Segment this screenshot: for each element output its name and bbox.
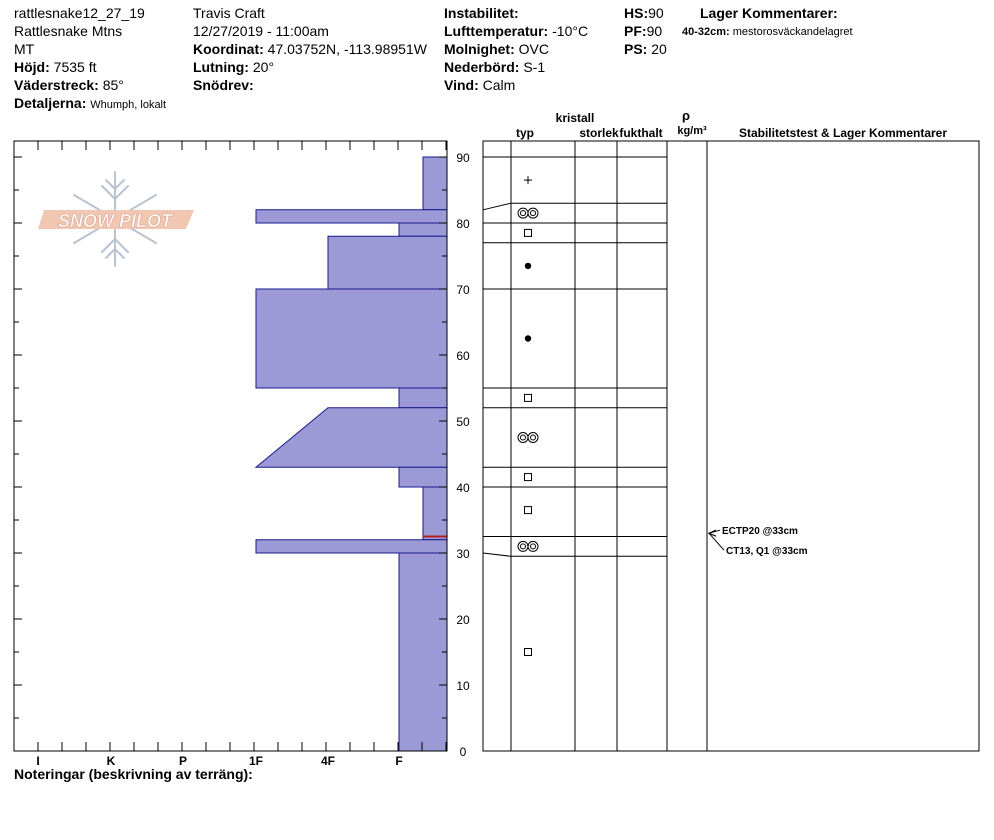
elevation-value: 7535 ft: [53, 59, 97, 75]
inner-ring: [531, 435, 536, 440]
header-storlek: storlek: [579, 126, 619, 140]
elevation-label: Höjd:: [14, 59, 50, 75]
wind-loading-label: Snödrev:: [193, 77, 254, 93]
snowpilot-logo: [38, 172, 194, 266]
height-tick-label: 50: [456, 415, 470, 429]
logo-text: SNOW PILOT: [58, 211, 172, 231]
crystal-square-icon: [525, 649, 532, 656]
pf-value: 90: [646, 23, 663, 39]
hardness-layer-6: [256, 408, 447, 467]
hardness-tick-label: I: [36, 754, 40, 768]
precipitation-value: S-1: [523, 59, 546, 75]
height-axis: [456, 151, 470, 759]
crystal-square-icon: [525, 474, 532, 481]
hardness-tick-label: F: [395, 754, 403, 768]
layer-comment-range: 40-32cm:: [682, 26, 730, 38]
details-value: Whumph, lokalt: [90, 99, 167, 111]
pit-name: rattlesnake12_27_19: [14, 5, 145, 21]
stability-test-label: CT13, Q1 @33cm: [726, 546, 808, 558]
height-tick-label: 80: [456, 217, 470, 231]
table-border: [483, 141, 979, 751]
sky-cover-value: OVC: [518, 41, 549, 57]
stability-test-label: ECTP20 @33cm: [722, 526, 798, 538]
datetime: 12/27/2019 - 11:00am: [193, 23, 329, 39]
inner-ring: [531, 211, 536, 216]
wind-value: Calm: [482, 77, 516, 93]
precipitation-label: Nederbörd:: [444, 59, 520, 75]
height-tick-label: 30: [456, 547, 470, 561]
height-tick-label: 40: [456, 481, 470, 495]
crystal-plus-icon: [524, 176, 532, 184]
mountain-range: Rattlesnake Mtns: [14, 23, 123, 39]
crystal-dot-icon: [525, 335, 531, 341]
inner-ring: [521, 544, 526, 549]
air-temperature-value: -10°C: [552, 23, 589, 39]
stability-tests: [709, 526, 808, 557]
pf-label: PF:: [624, 23, 647, 39]
hardness-layer-1: [256, 210, 447, 223]
height-tick-label: 60: [456, 349, 470, 363]
header-rho: ρ: [681, 108, 691, 123]
crystal-double-circle-icon: [518, 208, 538, 218]
hs-value: 90: [648, 5, 664, 21]
height-tick-label: 0: [459, 745, 467, 759]
sky-cover-label: Molnighet:: [444, 41, 515, 57]
layer-table-frame: [483, 141, 979, 751]
hardness-layer-0: [423, 157, 447, 210]
hs-label: HS:: [624, 5, 649, 21]
header-kristall: kristall: [555, 111, 595, 125]
crystal-square-icon: [525, 394, 532, 401]
outer-ring: [518, 433, 528, 443]
details-label: Detaljerna:: [14, 95, 87, 111]
inner-ring: [531, 544, 536, 549]
instability-label: Instabilitet:: [444, 5, 519, 21]
outer-ring: [518, 208, 528, 218]
hardness-layer-10: [399, 553, 447, 751]
aspect-value: 85°: [102, 77, 124, 93]
header-stability: Stabilitetstest & Lager Kommentarer: [738, 126, 948, 140]
outer-ring: [528, 541, 538, 551]
hardness-tick-label: P: [178, 754, 188, 768]
hardness-layer-9: [256, 540, 447, 553]
crystal-square-icon: [525, 229, 532, 236]
hardness-layer-5: [399, 388, 447, 408]
notes-label: Noteringar (beskrivning av terräng):: [14, 766, 253, 782]
slope-value: 20°: [252, 59, 275, 75]
observer: Travis Craft: [193, 5, 265, 21]
coordinates-value: 47.03752N, -113.98951W: [267, 41, 427, 57]
header-typ: typ: [516, 126, 534, 140]
hardness-layer-7: [399, 467, 447, 487]
ps-value: 20: [651, 41, 667, 57]
height-tick-label: 20: [456, 613, 470, 627]
height-tick-label: 90: [456, 151, 470, 165]
inner-ring: [521, 211, 526, 216]
hardness-layer-8: [423, 487, 447, 540]
outer-ring: [528, 433, 538, 443]
state: MT: [14, 41, 35, 57]
crystal-symbols: [518, 176, 538, 655]
hardness-layer-2: [399, 223, 447, 236]
hardness-profile: [256, 157, 447, 751]
crystal-double-circle-icon: [518, 433, 538, 443]
hardness-tick-label: 4F: [320, 754, 336, 768]
header-density-unit: kg/m³: [677, 125, 707, 137]
test-arrow-icon: [709, 530, 716, 536]
hardness-layer-4: [256, 289, 447, 388]
table-header: [516, 108, 947, 140]
inner-ring: [521, 435, 526, 440]
hardness-layer-3: [328, 236, 447, 289]
air-temperature-label: Lufttemperatur:: [444, 23, 549, 39]
outer-ring: [528, 208, 538, 218]
layer-comment-text: mestorosväckandelagret: [732, 26, 853, 38]
slope-label: Lutning:: [193, 59, 249, 75]
crystal-dot-icon: [525, 263, 531, 269]
layer-comments-title: Lager Kommentarer:: [700, 5, 838, 21]
crystal-square-icon: [525, 507, 532, 514]
ps-label: PS:: [624, 41, 648, 57]
coordinates-label: Koordinat:: [193, 41, 264, 57]
hardness-tick-label: K: [106, 754, 116, 768]
outer-ring: [518, 541, 528, 551]
crystal-double-circle-icon: [518, 541, 538, 551]
height-tick-label: 10: [456, 679, 470, 693]
aspect-label: Väderstreck:: [14, 77, 99, 93]
wind-label: Vind:: [444, 77, 479, 93]
height-tick-label: 70: [456, 283, 470, 297]
hardness-tick-label: 1F: [248, 754, 264, 768]
header-fukthalt: fukthalt: [619, 126, 663, 140]
